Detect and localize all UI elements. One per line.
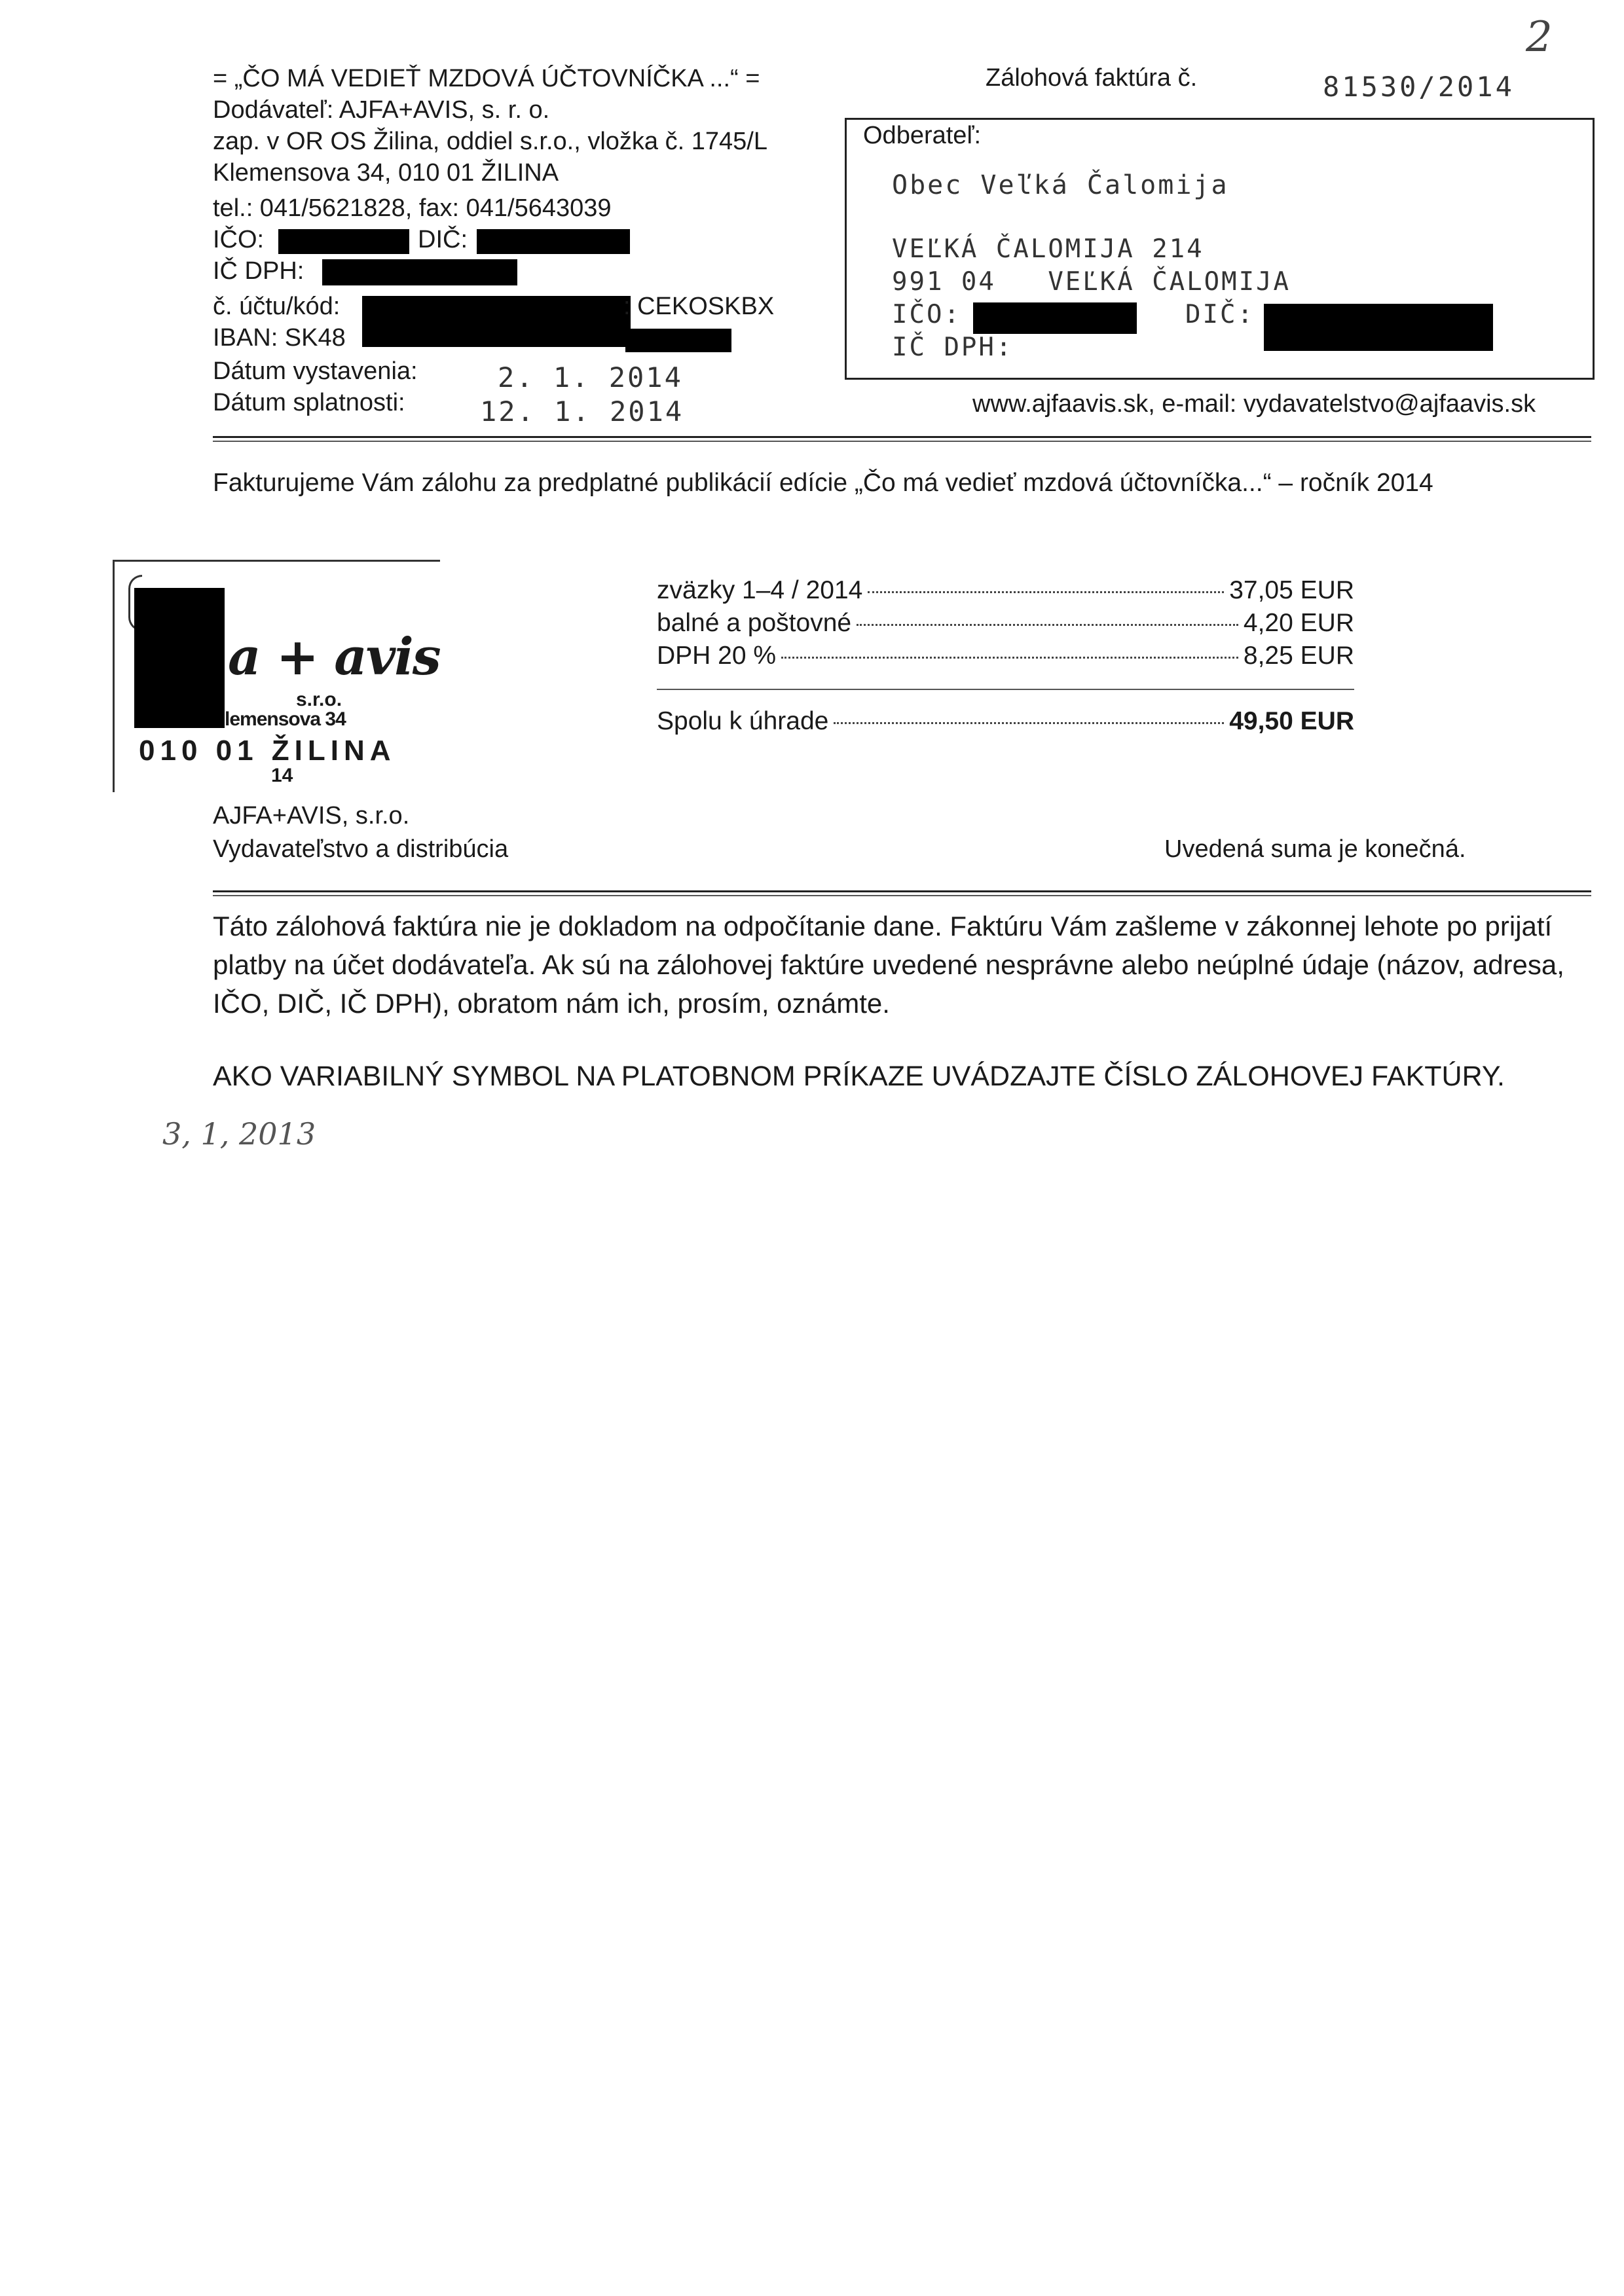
- total-amount: 49,50 EUR: [1229, 707, 1354, 735]
- line-item-label: zväzky 1–4 / 2014: [657, 576, 863, 604]
- total-label: Spolu k úhrade: [657, 707, 829, 735]
- contact-line: www.ajfaavis.sk, e-mail: vydavatelstvo@ajfaavis.sk: [972, 390, 1536, 418]
- stamp-city: 010 01 ŽILINA: [139, 735, 396, 767]
- supplier-iban-label: IBAN: SK48: [213, 324, 346, 352]
- payment-instruction: AKO VARIABILNÝ SYMBOL NA PLATOBNOM PRÍKAZE UVÁDZAJTE ČÍSLO ZÁLOHOVEJ FAKTÚRY.: [213, 1061, 1505, 1092]
- line-item-amount: 8,25 EUR: [1243, 642, 1354, 670]
- line-item-label: balné a poštovné: [657, 609, 852, 637]
- customer-city: 991 04 VEĽKÁ ČALOMIJA: [892, 267, 1291, 297]
- leader-dots: [868, 591, 1224, 593]
- line-item-amount: 4,20 EUR: [1243, 609, 1354, 637]
- final-amount-note: Uvedená suma je konečná.: [1164, 835, 1466, 863]
- redaction-bar: [625, 329, 731, 352]
- line-item-label: DPH 20 %: [657, 642, 777, 670]
- line-item: [657, 642, 1354, 673]
- supplier-name: Dodávateľ: AJFA+AVIS, s. r. o.: [213, 96, 550, 124]
- line-item-amount: 37,05 EUR: [1229, 576, 1354, 604]
- invoice-description: Fakturujeme Vám zálohu za predplatné publikácií edície „Čo má vedieť mzdová účtovníčka...“ – ročník 2014: [213, 469, 1433, 497]
- redaction-bar: [278, 229, 409, 254]
- supplier-dic-label: DIČ:: [418, 226, 468, 253]
- handwritten-page-number: 2: [1526, 13, 1553, 62]
- supplier-icdph-label: IČ DPH:: [213, 257, 304, 285]
- due-date-label: Dátum splatnosti:: [213, 389, 405, 416]
- customer-street: VEĽKÁ ČALOMIJA 214: [892, 234, 1204, 264]
- divider: [213, 890, 1591, 892]
- customer-dic-label: DIČ:: [1185, 300, 1255, 329]
- publisher-role: Vydavateľstvo a distribúcia: [213, 835, 509, 863]
- invoice-label: Zálohová faktúra č.: [986, 64, 1198, 92]
- supplier-address: Klemensova 34, 010 01 ŽILINA: [213, 159, 559, 187]
- customer-header: Odberateľ:: [863, 122, 982, 149]
- handwritten-date: 3, 1, 2013: [162, 1116, 316, 1152]
- issue-date-value: 2. 1. 2014: [498, 361, 683, 393]
- stamp-top-line: [113, 560, 440, 562]
- redaction-bar: [134, 588, 225, 728]
- redaction-bar: [1264, 304, 1493, 351]
- line-item: [657, 609, 1354, 640]
- supplier-registry: zap. v OR OS Žilina, oddiel s.r.o., vložka č. 1745/L: [213, 128, 767, 155]
- redaction-bar: [477, 229, 630, 254]
- stamp-street: lemensova 34: [225, 708, 346, 730]
- stamp-left-line: [113, 560, 115, 792]
- redaction-bar: [362, 296, 631, 347]
- supplier-phone: tel.: 041/5621828, fax: 041/5643039: [213, 194, 612, 222]
- publisher-name: AJFA+AVIS, s.r.o.: [213, 802, 410, 829]
- issue-date-label: Dátum vystavenia:: [213, 357, 418, 385]
- stamp-sro: s.r.o.: [296, 689, 342, 710]
- customer-icdph-label: IČ DPH:: [892, 333, 1014, 362]
- divider: [213, 895, 1591, 896]
- publication-title: = „ČO MÁ VEDIEŤ MZDOVÁ ÚČTOVNÍČKA ...“ =: [213, 65, 760, 92]
- redaction-bar: [973, 302, 1137, 334]
- stamp-logo: a + avis: [228, 627, 440, 687]
- leader-dots: [857, 624, 1238, 626]
- leader-dots: [781, 657, 1238, 659]
- stamp-number: 14: [271, 765, 293, 786]
- divider: [213, 436, 1591, 438]
- leader-dots: [834, 722, 1224, 724]
- supplier-swift: : CEKOSKBX: [623, 293, 775, 320]
- customer-name: Obec Veľká Čalomija: [892, 170, 1229, 200]
- divider: [213, 441, 1591, 442]
- customer-ico-label: IČO:: [892, 300, 961, 329]
- line-item: [657, 576, 1354, 608]
- due-date-value: 12. 1. 2014: [480, 395, 684, 428]
- invoice-number: 81530/2014: [1323, 71, 1515, 103]
- totals-divider: [657, 689, 1354, 690]
- total-row: [657, 707, 1354, 738]
- supplier-ico-label: IČO:: [213, 226, 265, 253]
- notice-paragraph: Táto zálohová faktúra nie je dokladom na odpočítanie dane. Faktúru Vám zašleme v zákonnej lehote po prijatí platby na účet dodávateľa. Ak sú na zálohovej faktúre uvedené nesprávne alebo neúplné údaje (názov, adresa, IČO, DIČ, IČ DPH), obratom nám ich, prosím, oznámte.: [213, 911, 1564, 1019]
- supplier-account-label: č. účtu/kód:: [213, 293, 341, 320]
- redaction-bar: [322, 259, 517, 285]
